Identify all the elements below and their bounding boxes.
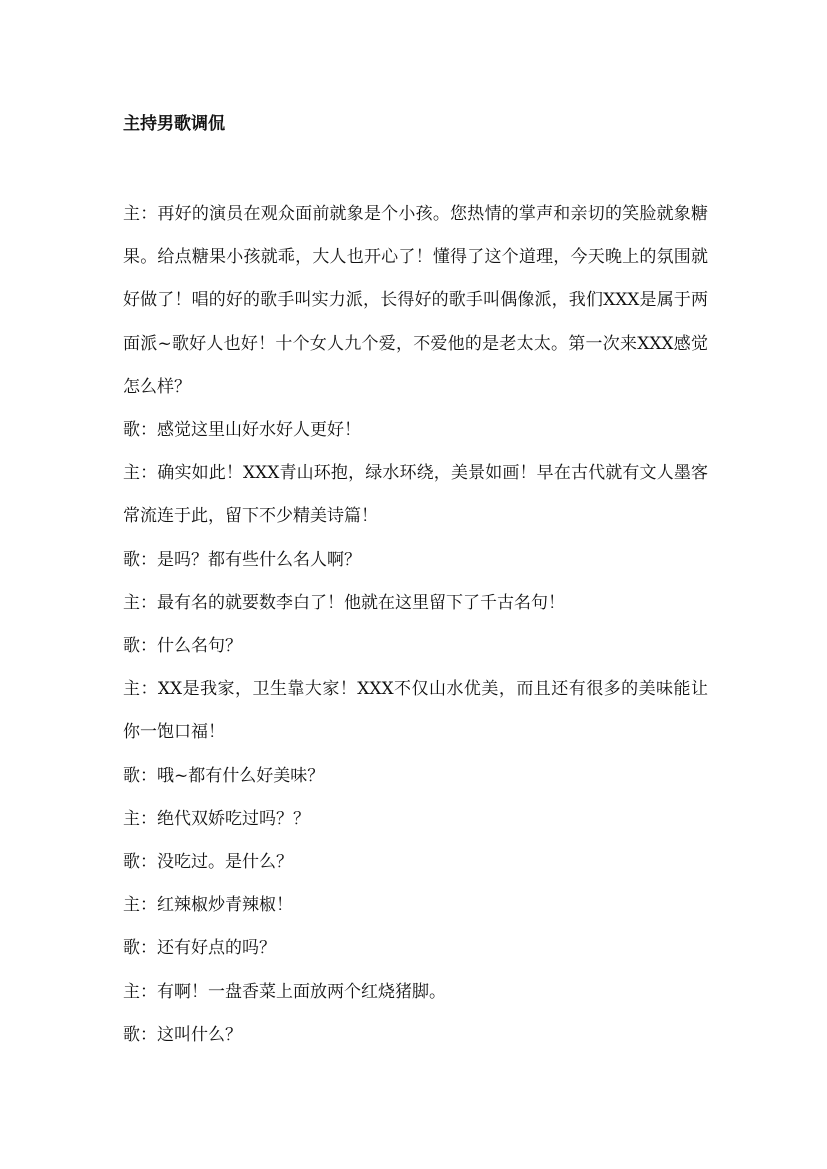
paragraph: 主：再好的演员在观众面前就象是个小孩。您热情的掌声和亲切的笑脸就象糖果。给点糖果小孩就乖，大人也开心了！懂得了这个道理，今天晚上的氛围就好做了！唱的好的歌手叫实力派，长得好的歌手叫偶像派，我们XXX是属于两面派~歌好人也好！十个女人九个爱，不爱他的是老太太。第一次来XXX感觉怎么样？ bbox=[123, 204, 708, 397]
paragraph: 主：确实如此！XXX青山环抱，绿水环绕，美景如画！早在古代就有文人墨客常流连于此，留下不少精美诗篇！ bbox=[123, 463, 708, 527]
document-title: 主持男歌调侃 bbox=[123, 114, 225, 134]
paragraph: 主：有啊！一盘香菜上面放两个红烧猪脚。 bbox=[123, 981, 446, 1002]
document-body bbox=[123, 193, 708, 1057]
paragraph: 主：绝代双娇吃过吗？？ bbox=[123, 808, 310, 829]
paragraph: 主：最有名的就要数李白了！他就在这里留下了千古名句！ bbox=[123, 592, 565, 613]
paragraph: 歌：没吃过。是什么？ bbox=[123, 852, 293, 873]
paragraph: 歌：这叫什么？ bbox=[123, 1024, 242, 1045]
paragraph: 歌：是吗？都有些什么名人啊？ bbox=[123, 549, 361, 570]
paragraph: 主：XX是我家，卫生靠大家！XXX不仅山水优美，而且还有很多的美味能让你一饱口福！ bbox=[123, 679, 708, 743]
paragraph: 歌：还有好点的吗？ bbox=[123, 938, 276, 959]
paragraph: 歌：感觉这里山好水好人更好！ bbox=[123, 420, 361, 441]
paragraph: 主：红辣椒炒青辣椒！ bbox=[123, 895, 293, 916]
paragraph: 歌：哦~都有什么好美味？ bbox=[123, 765, 325, 786]
paragraph: 歌：什么名句？ bbox=[123, 636, 242, 657]
